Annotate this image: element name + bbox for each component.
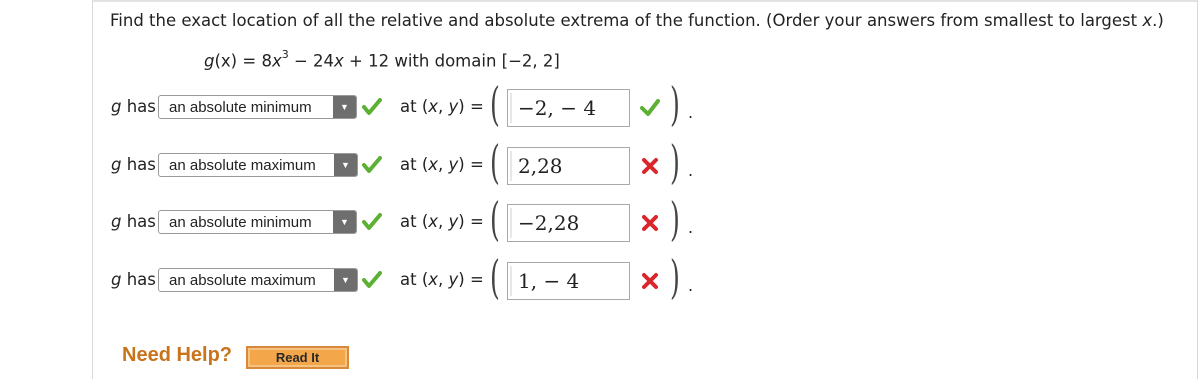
period: . bbox=[688, 218, 694, 237]
left-paren: ( bbox=[490, 192, 500, 246]
select-value: an absolute maximum bbox=[169, 271, 316, 289]
dropdown-arrow-icon[interactable]: ▼ bbox=[334, 269, 357, 291]
period: . bbox=[688, 161, 694, 180]
check-icon bbox=[640, 98, 660, 118]
dropdown-arrow-icon[interactable]: ▼ bbox=[333, 211, 356, 233]
extremum-type-select[interactable] bbox=[158, 95, 357, 119]
read-it-button[interactable]: Read It bbox=[246, 346, 349, 369]
at-xy-label: at (x, y) = bbox=[400, 270, 484, 289]
answer-input[interactable]: 1, − 4 bbox=[507, 262, 630, 300]
left-paren: ( bbox=[490, 135, 500, 189]
at-xy-label: at (x, y) = bbox=[400, 155, 484, 174]
select-value: an absolute minimum bbox=[169, 213, 312, 231]
period: . bbox=[688, 276, 694, 295]
extremum-type-select[interactable] bbox=[158, 153, 358, 177]
function-definition: $g(x) = 8x^3 - 24x + 12$ with domain [−2, 2] bbox=[204, 48, 560, 71]
check-icon bbox=[362, 156, 382, 174]
dropdown-arrow-icon[interactable]: ▼ bbox=[333, 96, 356, 118]
right-paren: ) bbox=[670, 77, 680, 131]
need-help-label: Need Help? bbox=[122, 344, 233, 366]
answer-row bbox=[0, 135, 1200, 191]
row-label: g has bbox=[111, 97, 156, 116]
answer-input[interactable]: −2,28 bbox=[507, 204, 630, 242]
dropdown-arrow-icon[interactable]: ▼ bbox=[334, 154, 357, 176]
x-icon bbox=[640, 271, 660, 291]
left-paren: ( bbox=[490, 250, 500, 304]
right-paren: ) bbox=[670, 135, 680, 189]
answer-row bbox=[0, 192, 1200, 248]
check-icon bbox=[362, 213, 382, 231]
select-value: an absolute maximum bbox=[169, 156, 316, 174]
row-label: g has bbox=[111, 270, 156, 289]
at-xy-label: at (x, y) = bbox=[400, 97, 484, 116]
right-paren: ) bbox=[670, 250, 680, 304]
answer-row bbox=[0, 77, 1200, 133]
period: . bbox=[688, 103, 694, 122]
check-icon bbox=[362, 271, 382, 289]
row-label: g has bbox=[111, 155, 156, 174]
select-value: an absolute minimum bbox=[169, 98, 312, 116]
row-label: g has bbox=[111, 212, 156, 231]
left-paren: ( bbox=[490, 77, 500, 131]
check-icon bbox=[362, 98, 382, 116]
extremum-type-select[interactable] bbox=[158, 210, 357, 234]
at-xy-label: at (x, y) = bbox=[400, 212, 484, 231]
x-icon bbox=[640, 213, 660, 233]
x-icon bbox=[640, 156, 660, 176]
extremum-type-select[interactable] bbox=[158, 268, 358, 292]
answer-input[interactable]: −2, − 4 bbox=[507, 89, 630, 127]
answer-input[interactable]: 2,28 bbox=[507, 147, 630, 185]
question-text: Find the exact location of all the relative and absolute extrema of the function. (Order your answers from smallest to largest x.) bbox=[110, 11, 1164, 30]
right-paren: ) bbox=[670, 192, 680, 246]
answer-row bbox=[0, 250, 1200, 306]
